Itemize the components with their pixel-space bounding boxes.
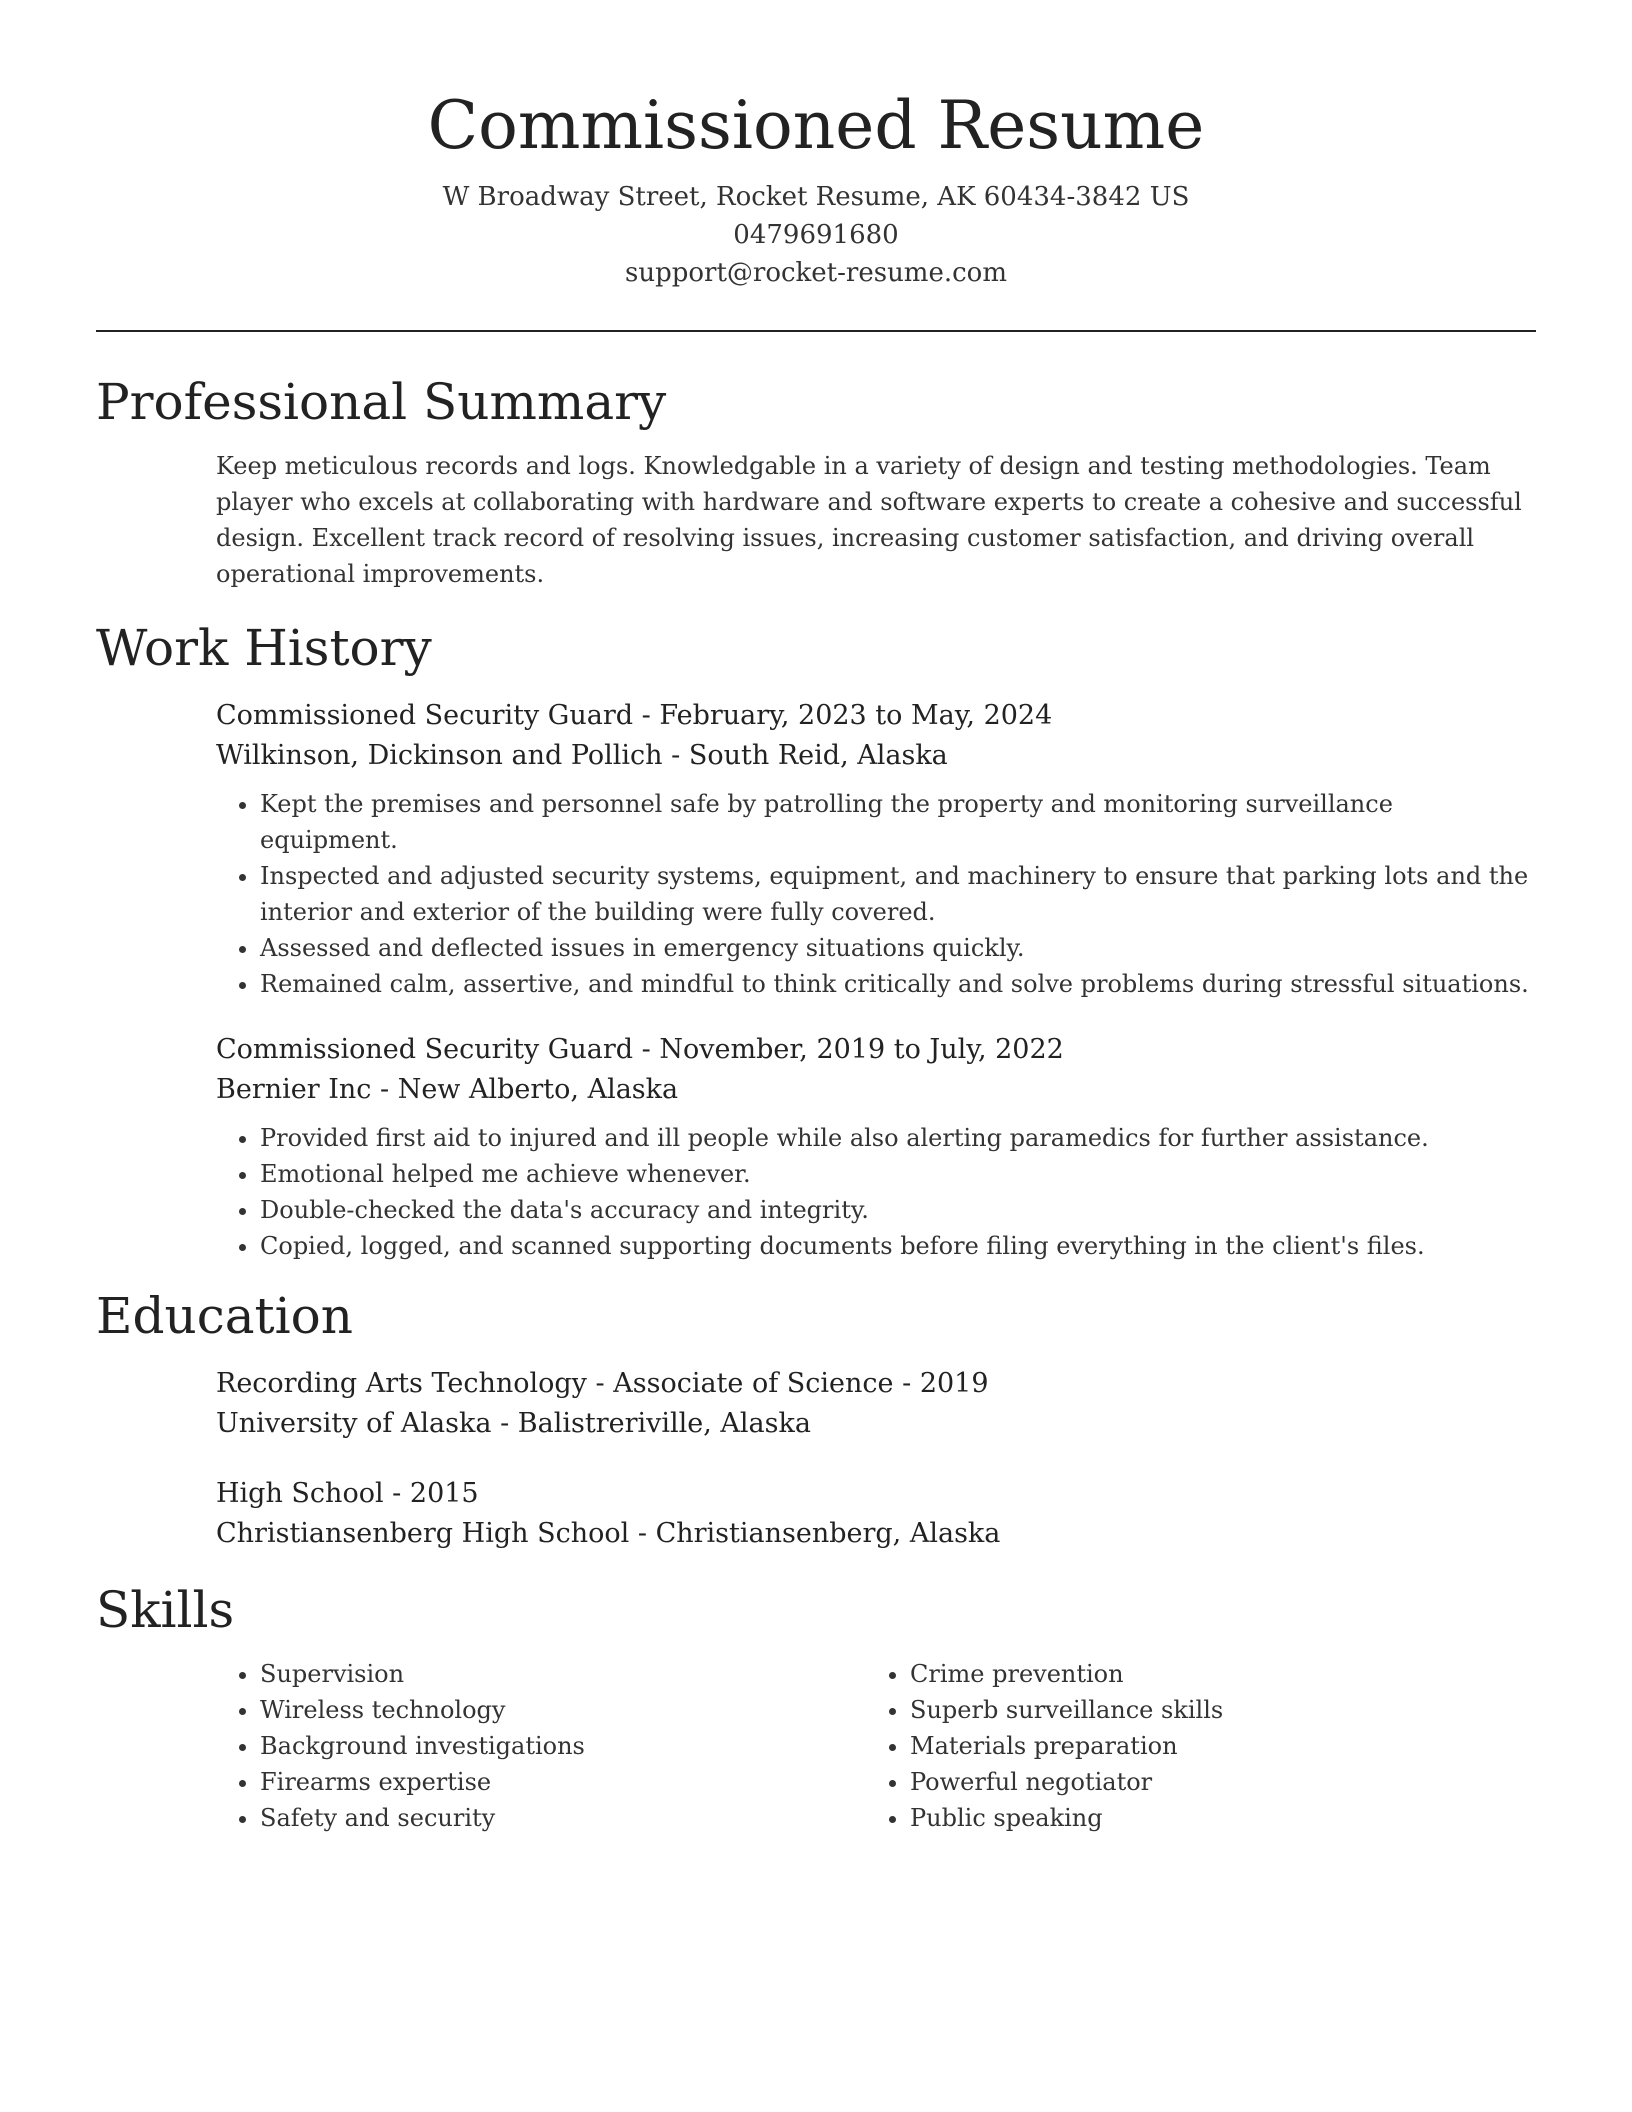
education-school: Christiansenberg High School [216, 1518, 630, 1549]
contact-phone: 0479691680 [733, 220, 899, 250]
job-location: New Alberto, Alaska [397, 1074, 679, 1105]
job-dates: February, 2023 to May, 2024 [659, 700, 1053, 731]
skill-item: • Safety and security [260, 1800, 866, 1836]
job-bullet: • Assessed and deflected issues in emergency situations quickly. [260, 930, 1536, 966]
job-dates: November, 2019 to July, 2022 [659, 1034, 1064, 1065]
contact-address: W Broadway Street, Rocket Resume, AK 60434-3842 US [442, 182, 1190, 212]
job-bullet: • Inspected and adjusted security systems, equipment, and machinery to ensure that parking lots and the interior and exterior of the building were fully covered. [260, 858, 1536, 930]
separator: - [371, 1074, 398, 1105]
resume-header [96, 0, 1536, 292]
job-bullet: • Double-checked the data's accuracy and integrity. [260, 1192, 1536, 1228]
education-school: University of Alaska [216, 1408, 492, 1439]
job-bullets [216, 1120, 1536, 1264]
job-bullet: • Kept the premises and personnel safe by patrolling the property and monitoring surveillance equipment. [260, 786, 1536, 858]
skill-item: • Powerful negotiator [910, 1764, 1516, 1800]
job-bullet: • Copied, logged, and scanned supporting documents before filing everything in the client's files. [260, 1228, 1536, 1264]
work-history-heading: Work History [96, 619, 432, 677]
job-location: South Reid, Alaska [688, 740, 948, 771]
skill-item: • Supervision [260, 1656, 866, 1692]
education-degree-line [216, 1474, 1536, 1514]
separator: - [586, 1368, 614, 1399]
job-entry [216, 1030, 1536, 1264]
skill-item: • Superb surveillance skills [910, 1692, 1516, 1728]
job-title-line [216, 1030, 1536, 1070]
skill-item: • Crime prevention [910, 1656, 1516, 1692]
education-year: 2019 [919, 1368, 989, 1399]
education-location: Balistreriville, Alaska [517, 1408, 811, 1439]
separator: - [633, 700, 660, 731]
separator: - [893, 1368, 920, 1399]
resume-page [96, 0, 1536, 1836]
summary-heading: Professional Summary [96, 373, 667, 431]
education-entry [216, 1364, 1536, 1444]
job-company-line [216, 1070, 1536, 1110]
contact-email: support@rocket-resume.com [624, 258, 1007, 288]
resume-name: Commissioned Resume [427, 87, 1205, 164]
education-heading: Education [96, 1287, 353, 1345]
education-degree-line [216, 1364, 1536, 1404]
job-title-line [216, 696, 1536, 736]
skill-item: • Wireless technology [260, 1692, 866, 1728]
job-bullets [216, 786, 1536, 1002]
job-company-line [216, 736, 1536, 776]
job-position: Commissioned Security Guard [216, 700, 634, 731]
education-year: 2015 [409, 1478, 479, 1509]
skills-column-right [866, 1656, 1516, 1836]
education-school-line [216, 1514, 1536, 1554]
skills-heading: Skills [96, 1581, 235, 1639]
job-bullet: • Remained calm, assertive, and mindful to think critically and solve problems during stressful situations. [260, 966, 1536, 1002]
job-bullet: • Provided first aid to injured and ill people while also alerting paramedics for further assistance. [260, 1120, 1536, 1156]
education-location: Christiansenberg, Alaska [655, 1518, 1001, 1549]
job-bullet: • Emotional helped me achieve whenever. [260, 1156, 1536, 1192]
job-position: Commissioned Security Guard [216, 1034, 634, 1065]
separator: - [491, 1408, 518, 1439]
skill-item: • Background investigations [260, 1728, 866, 1764]
education-entry [216, 1474, 1536, 1554]
skills-list [216, 1656, 1536, 1836]
skill-item: • Public speaking [910, 1800, 1516, 1836]
education-school-line [216, 1404, 1536, 1444]
header-divider [96, 330, 1536, 332]
job-company: Bernier Inc [216, 1074, 372, 1105]
separator: - [383, 1478, 410, 1509]
separator: - [633, 1034, 660, 1065]
education-field: High School [216, 1478, 384, 1509]
skill-item: • Firearms expertise [260, 1764, 866, 1800]
separator: - [629, 1518, 656, 1549]
job-company: Wilkinson, Dickinson and Pollich [216, 740, 663, 771]
skills-column-left [216, 1656, 866, 1836]
education-degree: Associate of Science [613, 1368, 894, 1399]
separator: - [662, 740, 689, 771]
education-field: Recording Arts Technology [216, 1368, 587, 1399]
job-entry [216, 696, 1536, 1002]
summary-text: Keep meticulous records and logs. Knowledgable in a variety of design and testing methodologies. Team player who excels at collaborating with hardware and software experts to create a cohesive and successful design. Excellent track record of resolving issues, increasing customer satisfaction, and driving overall operational improvements. [216, 452, 1522, 588]
skill-item: • Materials preparation [910, 1728, 1516, 1764]
